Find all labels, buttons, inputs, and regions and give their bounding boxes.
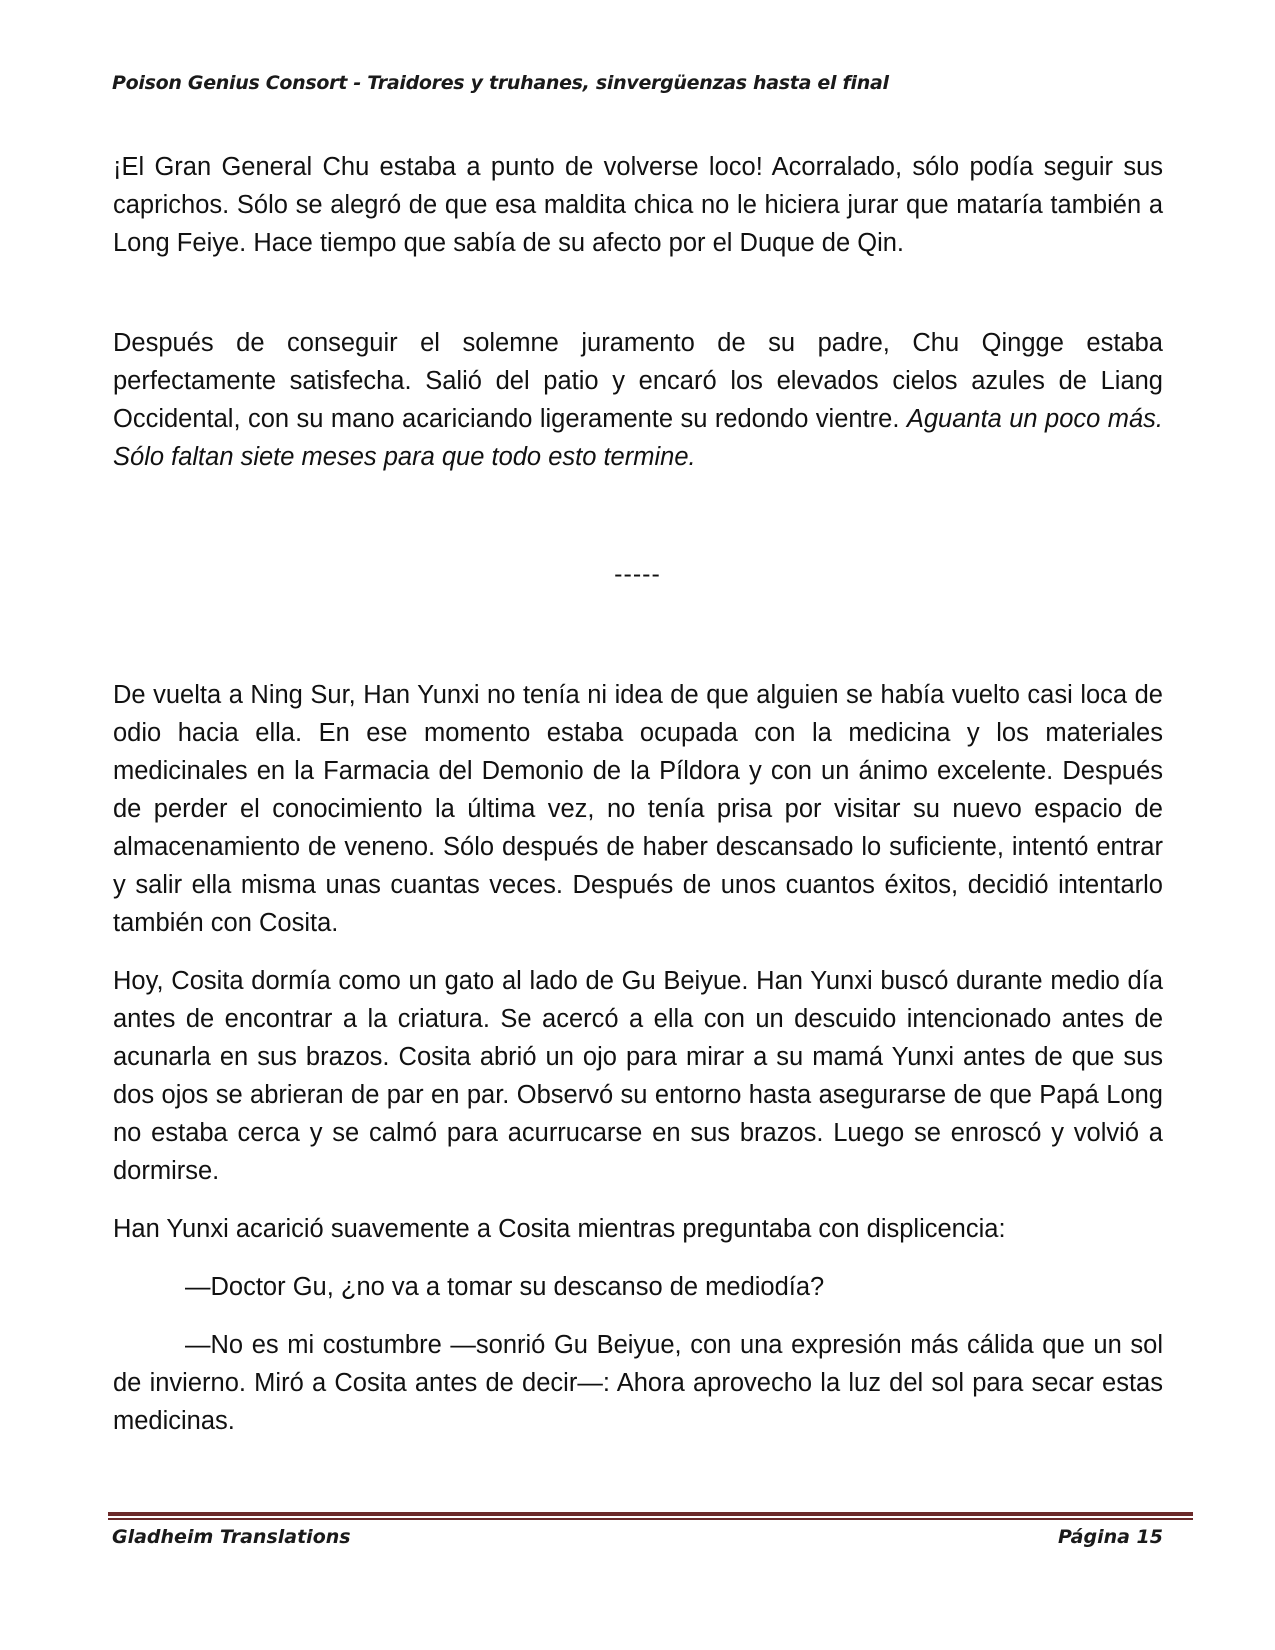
page-number: Página 15 <box>1057 1526 1163 1548</box>
running-header: Poison Genius Consort - Traidores y truhanes, sinvergüenzas hasta el final <box>112 72 889 94</box>
text-block-main <box>113 676 1163 1440</box>
dialogue-line: —Doctor Gu, ¿no va a tomar su descanso de mediodía? <box>185 1273 825 1301</box>
dialogue-line: —No es mi costumbre —sonrió Gu Beiyue, con una expresión más cálida que un sol de invierno. Miró a Cosita antes de decir—: Ahora aprovecho la luz del sol para secar estas medicinas. <box>113 1331 1163 1435</box>
italic-thought: Aguanta un poco más. Sólo faltan siete meses para que todo esto termine. <box>113 405 1163 471</box>
text-block-top <box>113 148 1163 262</box>
paragraph: ¡El Gran General Chu estaba a punto de volverse loco! Acorralado, sólo podía seguir sus caprichos. Sólo se alegró de que esa maldita chica no le hiciera jurar que mataría también a Long Feiye. Hace tiempo que sabía de su afecto por el Duque de Qin. <box>113 153 1163 257</box>
paragraph <box>113 324 1163 476</box>
paragraph: Hoy, Cosita dormía como un gato al lado de Gu Beiyue. Han Yunxi buscó durante medio día antes de encontrar a la criatura. Se acercó a ella con un descuido intencionado antes de acunarla en sus brazos. Cosita abrió un ojo para mirar a su mamá Yunxi antes de que sus dos ojos se abrieran de par en par. Observó su entorno hasta asegurarse de que Papá Long no estaba cerca y se calmó para acurrucarse en sus brazos. Luego se enroscó y volvió a dormirse. <box>113 967 1163 1185</box>
paragraph-text: Después de conseguir el solemne juramento de su padre, Chu Qingge estaba perfectamente satisfecha. Salió del patio y encaró los elevados cielos azules de Liang Occidental, con su mano acariciando ligeramente su redondo vientre. <box>113 329 1163 433</box>
paragraph: De vuelta a Ning Sur, Han Yunxi no tenía ni idea de que alguien se había vuelto casi loca de odio hacia ella. En ese momento estaba ocupada con la medicina y los materiales medicinales en la Farmacia del Demonio de la Píldora y con un ánimo excelente. Después de perder el conocimiento la última vez, no tenía prisa por visitar su nuevo espacio de almacenamiento de veneno. Sólo después de haber descansado lo suficiente, intentó entrar y salir ella misma unas cuantas veces. Después de unos cuantos éxitos, decidió intentarlo también con Cosita. <box>113 681 1163 937</box>
section-separator: ----- <box>614 560 661 588</box>
paragraph: Han Yunxi acarició suavemente a Cosita mientras preguntaba con displicencia: <box>113 1215 1006 1243</box>
text-block-second <box>113 324 1163 476</box>
footer-divider <box>108 1512 1193 1522</box>
footer-publisher: Gladheim Translations <box>112 1526 351 1548</box>
